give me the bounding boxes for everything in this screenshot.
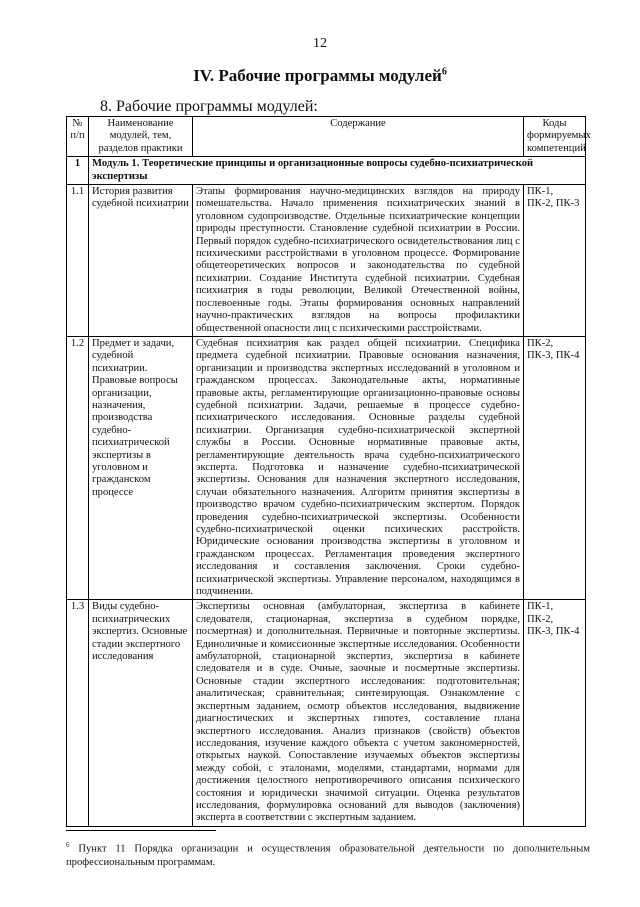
- table-header-row: [67, 117, 586, 157]
- footnote-mark: 6: [66, 841, 70, 849]
- table-row: [67, 336, 586, 600]
- table-row: [67, 185, 586, 337]
- table-row: [67, 600, 586, 826]
- row-codes: ПК-1, ПК-2, ПК-3, ПК-4: [524, 600, 586, 826]
- row-name: Предмет и задачи, судебной психиатрии. Правовые вопросы организации, назначения, производства судебно-психиатрической экспертизы в уголовном и гражданском процессе: [89, 336, 193, 600]
- footnote-reference[interactable]: 6: [441, 66, 447, 78]
- section-title: [0, 66, 640, 86]
- row-codes: ПК-2, ПК-3, ПК-4: [524, 336, 586, 600]
- subtitle: 8. Рабочие программы модулей:: [100, 98, 318, 115]
- header-name: Наименование модулей, тем, разделов практики: [89, 117, 193, 157]
- page-number: 12: [313, 36, 327, 51]
- footnote: [66, 839, 590, 869]
- section-title-text: IV. Рабочие программы модулей: [193, 66, 442, 85]
- modules-table: [66, 116, 591, 827]
- header-codes: Коды формируемых компетенций: [524, 117, 586, 157]
- module-num: 1: [67, 157, 89, 185]
- row-codes: ПК-1, ПК-2, ПК-3: [524, 185, 586, 337]
- row-num: 1.1: [67, 185, 89, 337]
- row-name: Виды судебно-психиатрических экспертиз. Основные стадии экспертного исследования: [89, 600, 193, 826]
- row-name: История развития судебной психиатрии: [89, 185, 193, 337]
- module-row: [67, 157, 586, 185]
- row-content: Судебная психиатрия как раздел общей психиатрии. Специфика предмета судебной психиатрии. Правовые основания назначения, организации и производства экспертных исследований в уголовном и гражданском процессах. Законодательные акты, нормативные правовые акты, регламентирующие организационно-правовые основы судебной психиатрии. Задачи, решаемые в процессе судебно-психиатрического исследования. Основные разделы судебной психиатрии. Организация судебно-психиатрической экспертной службы в России. Основные нормативные правовые акты, регламентирующие деятельность врача судебно-психиатрического эксперта. Подготовка и назначение судебно-психиатрической экспертизы. Основания для назначения экспертного исследования, случаи обязательного назначения. Алгоритм принятия экспертизы в производство врачом судебно-психиатрическим экспертом. Порядок проведения судебно-психиатрической экспертизы. Особенности судебно-психиатрической оценки психических расстройств. Юридические основания производства экспертизы в уголовном и гражданском процессах. Регламентация проведения экспертного исследования и составления заключения. Сроки судебно-психиатрической экспертизы. Управление персоналом, находящимся в подчинении.: [193, 336, 524, 600]
- row-num: 1.3: [67, 600, 89, 826]
- footnote-divider: [66, 830, 216, 831]
- row-content: Этапы формирования научно-медицинских взглядов на природу помешательства. Начало применения психиатрических знаний в уголовном судопроизводстве. Отдельные психиатрические концепции природы преступности. Становление судебной психиатрии в России. Первый порядок судебно-психиатрического освидетельствования лиц с психическими расстройствами в уголовном процессе. Формирование общетеоретических вопросов и законодательства по судебной психиатрии. Создание Института судебной психиатрии. Судебная психиатрия в годы революции, Великой Отечественной войны, послевоенные годы. Этапы формирования основных направлений научно-практических взглядов на вопросы профилактики общественной опасности лиц с психическими расстройствами.: [193, 185, 524, 337]
- row-content: Экспертизы основная (амбулаторная, экспертиза в кабинете следователя, стационарная, экспертиза в судебном порядке, посмертная) и дополнительная. Первичные и повторные экспертизы. Единоличные и комиссионные экспертные исследования. Особенности амбулаторной, стационарной экспертиз, экспертиза в кабинете следователя и в суде. Очные, заочные и посмертные экспертизы. Основные стадии экспертного исследования: подготовительная; аналитическая; сравнительная; синтезирующая. Ознакомление с экспертным заданием, осмотр объектов исследования, выдвижение диагностических и экспертных гипотез, составление плана экспертного исследования. Анализ признаков (свойств) объектов исследования, изучение каждого объекта с учетом закономерностей, открытых наукой. Сопоставление изучаемых объектов экспертизы между собой, с эталонами, моделями, стандартами, нормами для достижения целостного непротиворечивого описания психического состояния и юридически значимой ситуации. Оценка результатов исследования, формулировка оснований для выводов (заключения) эксперта в соответствии с экспертным заданием.: [193, 600, 524, 826]
- module-title: Модуль 1. Теоретические принципы и организационные вопросы судебно-психиатрической экспертизы: [89, 157, 586, 185]
- header-num: № п/п: [67, 117, 89, 157]
- header-content: Содержание: [193, 117, 524, 157]
- row-num: 1.2: [67, 336, 89, 600]
- footnote-text: Пункт 11 Порядка организации и осуществления образовательной деятельности по дополнительным профессиональным программам.: [66, 843, 590, 868]
